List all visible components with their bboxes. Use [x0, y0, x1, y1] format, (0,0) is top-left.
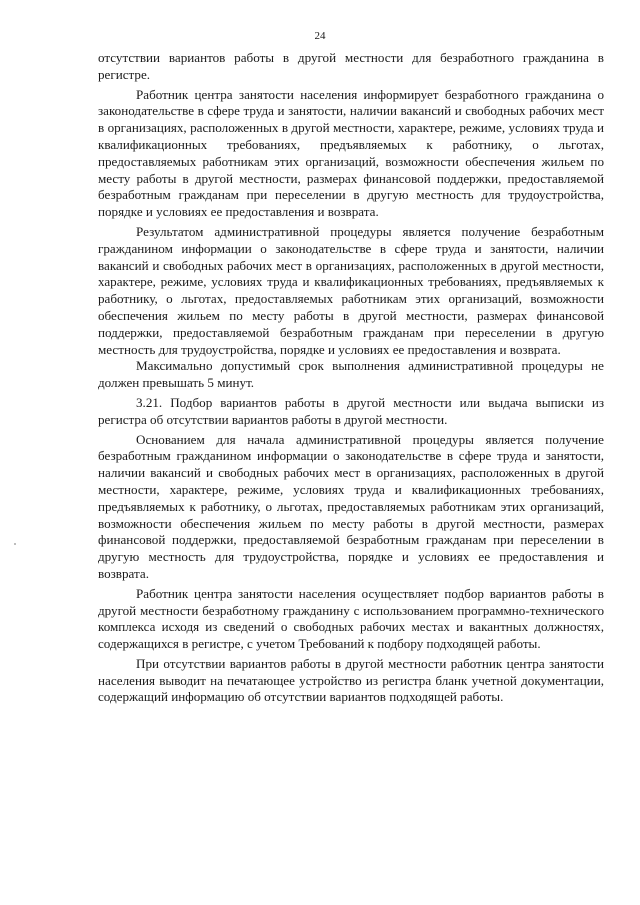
paragraph-max-time: Максимально допустимый срок выполнения административной процедуры не должен превышать 5 минут. — [98, 358, 604, 391]
paragraph-continuation: отсутствии вариантов работы в другой местности для безработного гражданина в регистре. — [98, 50, 604, 82]
paragraph-result: Результатом административной процедуры является получение безработным гражданином информации о законодательстве в сфере труда и занятости, наличии вакансий и свободных рабочих мест в организациях, расположенных в другой местности, характере, режиме, условиях труда и квалификационных требованиях, предъявляемых к работнику, о льготах, предоставляемых работникам этих организаций, возможности обеспечения жильем по месту работы в другой местности, размерах финансовой поддержки, предоставляемой безработным гражданам при переселении в другую местность для трудоустройства, порядке и условиях ее предоставления и возврата. — [98, 223, 604, 357]
section-heading-3-21: 3.21. Подбор вариантов работы в другой местности или выдача выписки из регистра об отсутствии вариантов работы в другой местности. — [98, 394, 604, 427]
scan-speck — [14, 543, 16, 545]
page-number: 24 — [314, 30, 326, 42]
paragraph-no-vacancies: При отсутствии вариантов работы в другой местности работник центра занятости населения выводит на печатающее устройство из регистра бланк учетной документации, содержащий информацию об отсутствии вариантов подходящей работы. — [98, 655, 604, 705]
document-body — [98, 50, 604, 706]
paragraph-basis: Основанием для начала административной процедуры является получение безработным гражданином информации о законодательстве в сфере труда и занятости, наличии вакансий и свободных рабочих мест в организациях, расположенных в другой местности, характере, режиме, условиях труда и квалификационных требованиях, предъявляемых к работнику, о льготах, предоставляемых работникам этих организаций, возможности обеспечения жильем по месту работы в другой местности, размерах финансовой поддержки, предоставляемой безработным гражданам при переселении в другую местность для трудоустройства, порядке и условиях ее предоставления и возврата. — [98, 431, 604, 581]
paragraph-informing: Работник центра занятости населения информирует безработного гражданина о законодательстве в сфере труда и занятости, наличии вакансий и свободных рабочих мест в организациях, расположенных в другой местности, характере, режиме, условиях труда и квалификационных требованиях, предъявляемых к работнику, о льготах, предоставляемых работникам этих организаций, возможности обеспечения жильем по месту работы в другой местности, размерах финансовой поддержки, предоставляемой безработным гражданам при переселении в другую местность для трудоустройства, порядке и условиях ее предоставления и возврата. — [98, 86, 604, 220]
paragraph-selection: Работник центра занятости населения осуществляет подбор вариантов работы в другой местности безработному гражданину с использованием программно-технического комплекса исходя из сведений о свободных рабочих местах и вакантных должностях, содержащихся в регистре, с учетом Требований к подбору подходящей работы. — [98, 585, 604, 652]
